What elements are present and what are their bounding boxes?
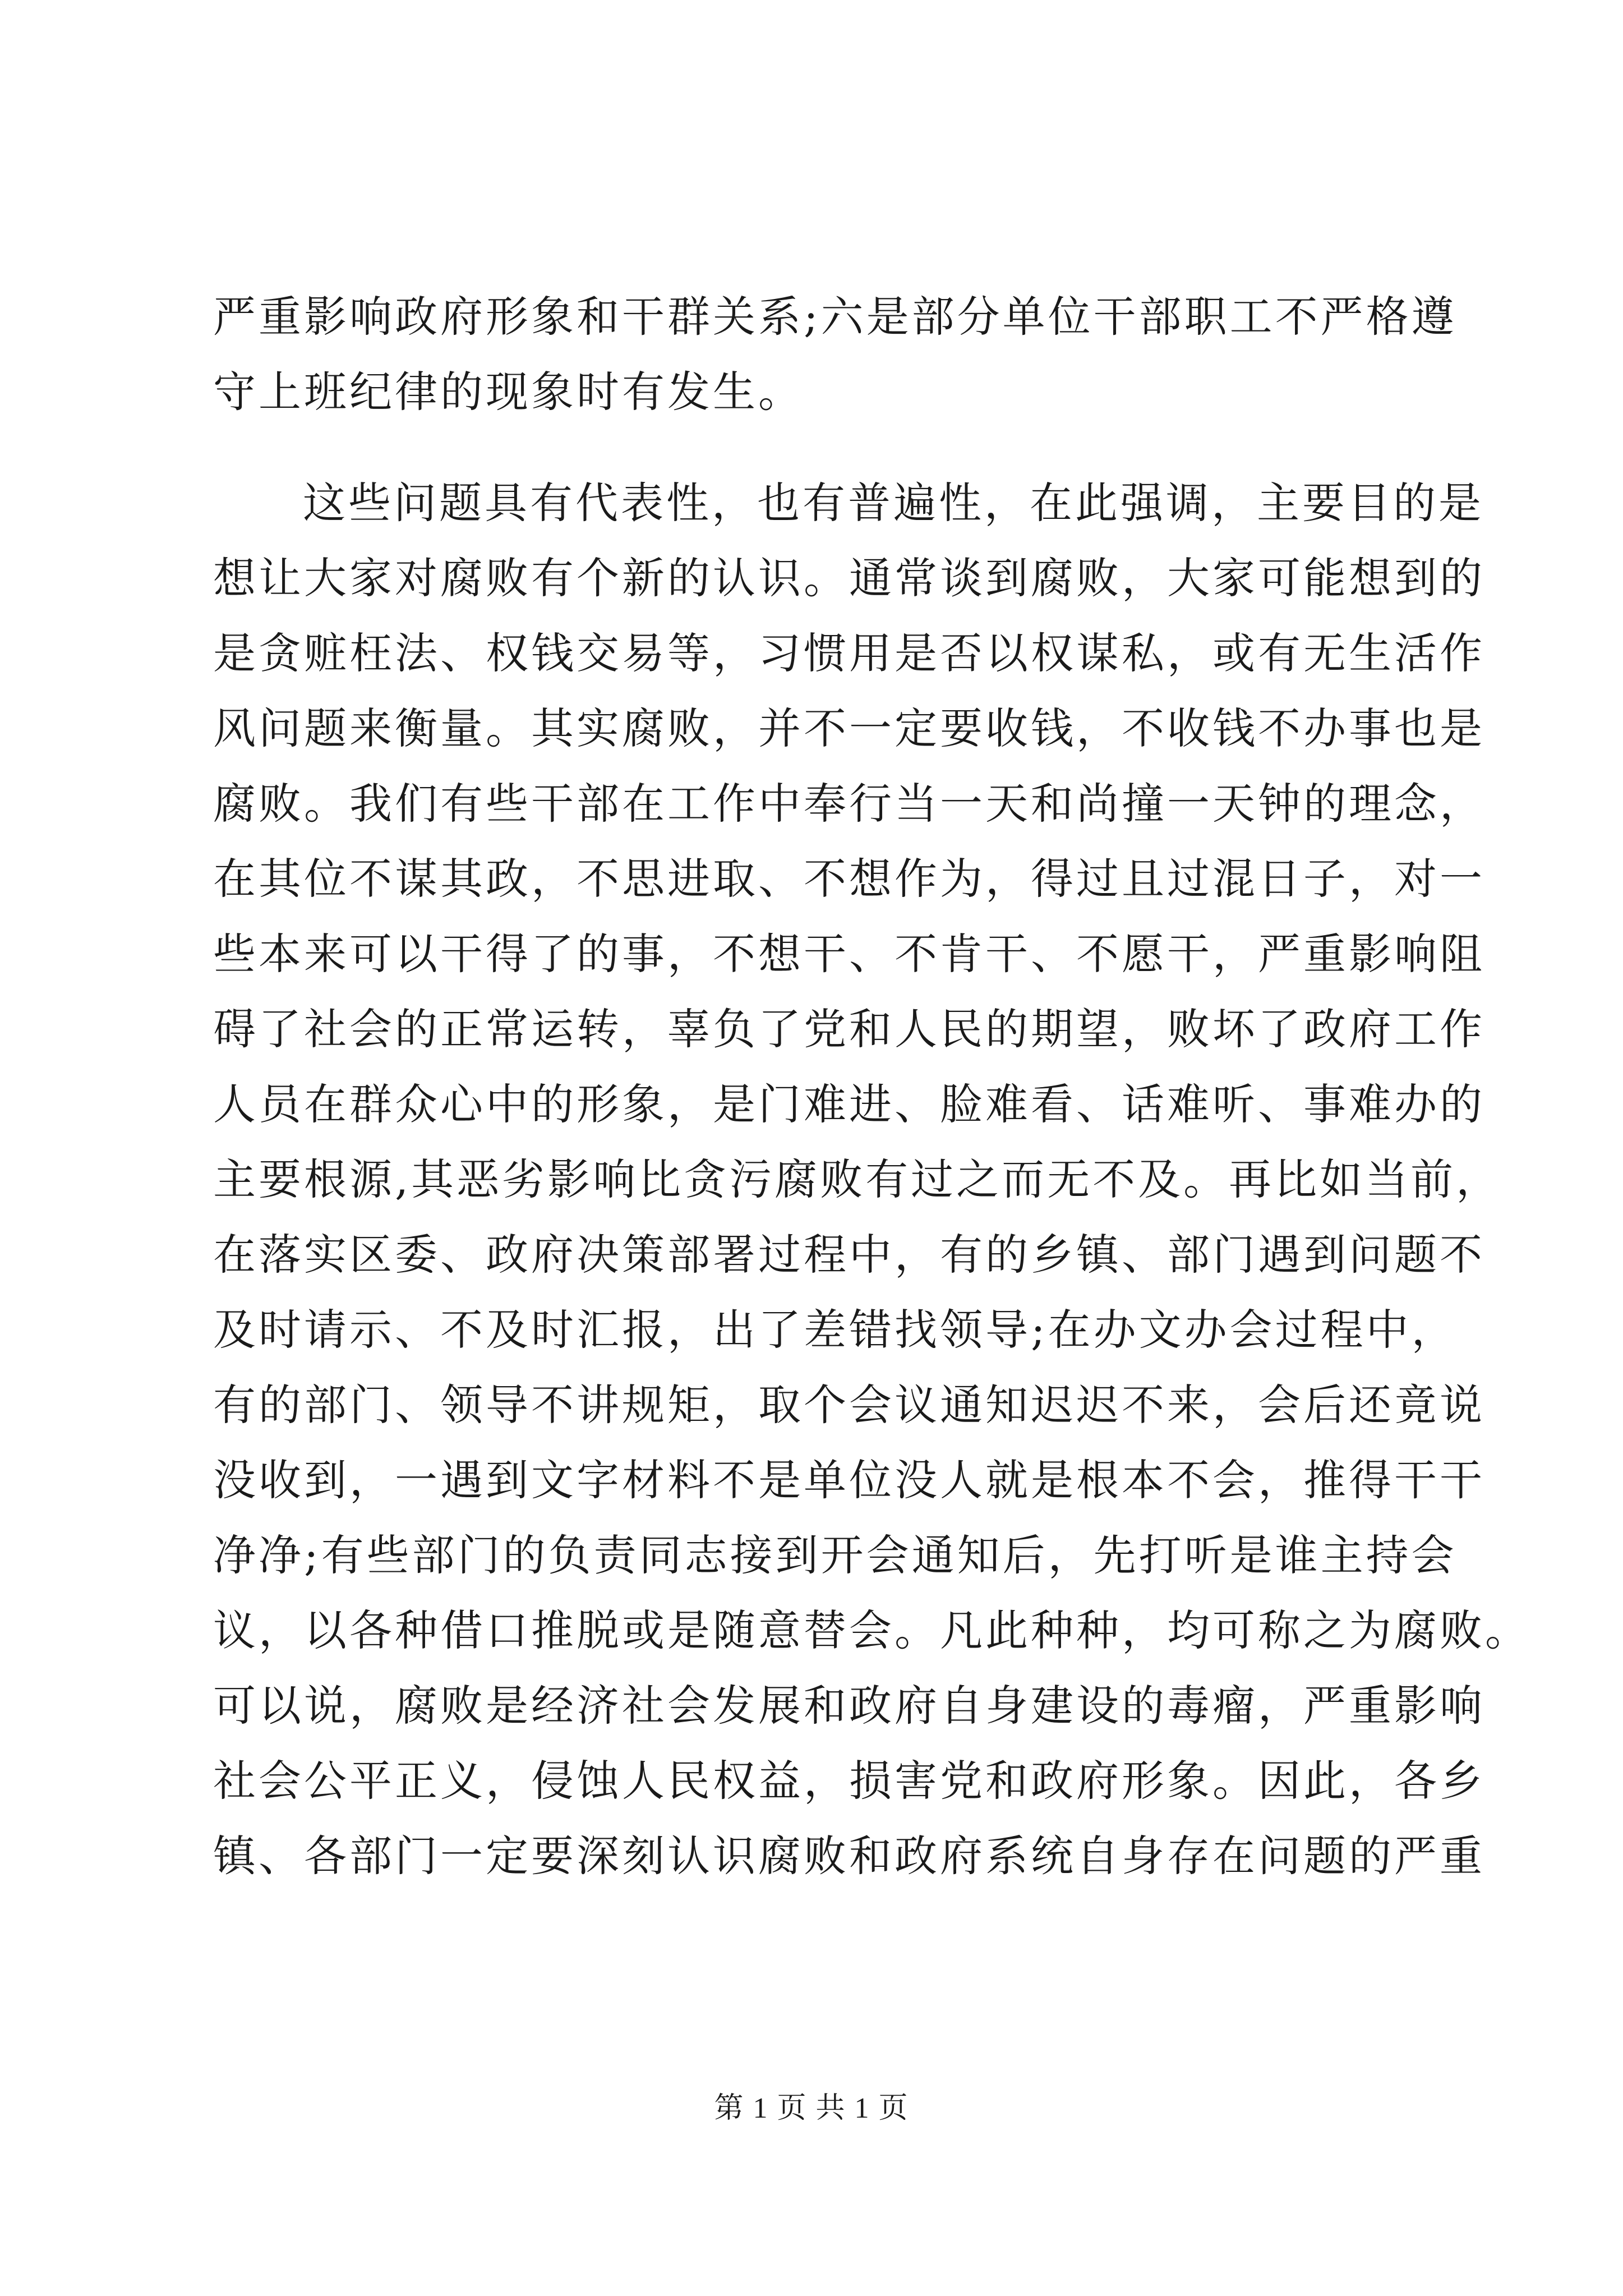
body-text-line: 可以说，腐败是经济社会发展和政府自身建设的毒瘤，严重影响 bbox=[213, 1681, 1485, 1731]
body-text-line: 在其位不谋其政，不思进取、不想作为，得过且过混日子，对一 bbox=[213, 854, 1485, 904]
body-text-line: 风问题来衡量。其实腐败，并不一定要收钱，不收钱不办事也是 bbox=[213, 703, 1485, 753]
body-text-line: 议，以各种借口推脱或是随意替会。凡此种种，均可称之为腐败。 bbox=[213, 1605, 1530, 1655]
body-text-line: 想让大家对腐败有个新的认识。通常谈到腐败，大家可能想到的 bbox=[213, 553, 1485, 603]
body-text-line: 没收到，一遇到文字材料不是单位没人就是根本不会，推得干干 bbox=[213, 1455, 1485, 1505]
body-text-line: 碍了社会的正常运转，辜负了党和人民的期望，败坏了政府工作 bbox=[213, 1004, 1485, 1054]
body-text-line: 严重影响政府形象和干群关系;六是部分单位干部职工不严格遵 bbox=[213, 292, 1457, 342]
page-footer: 第 1 页 共 1 页 bbox=[714, 2092, 909, 2124]
body-text-line: 在落实区委、政府决策部署过程中，有的乡镇、部门遇到问题不 bbox=[213, 1230, 1485, 1280]
body-text-line: 主要根源,其恶劣影响比贪污腐败有过之而无不及。再比如当前， bbox=[213, 1154, 1502, 1204]
body-text-line: 守上班纪律的现象时有发生。 bbox=[213, 367, 804, 417]
paragraph-first-line: 这些问题具有代表性，也有普遍性，在此强调，主要目的是 bbox=[303, 478, 1484, 528]
body-text-line: 腐败。我们有些干部在工作中奉行当一天和尚撞一天钟的理念， bbox=[213, 779, 1485, 829]
body-text-line: 是贪赃枉法、权钱交易等，习惯用是否以权谋私，或有无生活作 bbox=[213, 628, 1485, 678]
body-text-line: 及时请示、不及时汇报，出了差错找领导;在办文办会过程中， bbox=[213, 1305, 1457, 1355]
body-text-line: 有的部门、领导不讲规矩，取个会议通知迟迟不来，会后还竟说 bbox=[213, 1380, 1485, 1430]
body-text-line: 些本来可以干得了的事，不想干、不肯干、不愿干，严重影响阻 bbox=[213, 929, 1485, 979]
body-text-line: 社会公平正义，侵蚀人民权益，损害党和政府形象。因此，各乡 bbox=[213, 1756, 1485, 1806]
body-text-line: 人员在群众心中的形象，是门难进、脸难看、话难听、事难办的 bbox=[213, 1079, 1485, 1129]
body-text-line: 净净;有些部门的负责同志接到开会通知后，先打听是谁主持会 bbox=[213, 1530, 1457, 1580]
body-text-line: 镇、各部门一定要深刻认识腐败和政府系统自身存在问题的严重 bbox=[213, 1831, 1485, 1881]
